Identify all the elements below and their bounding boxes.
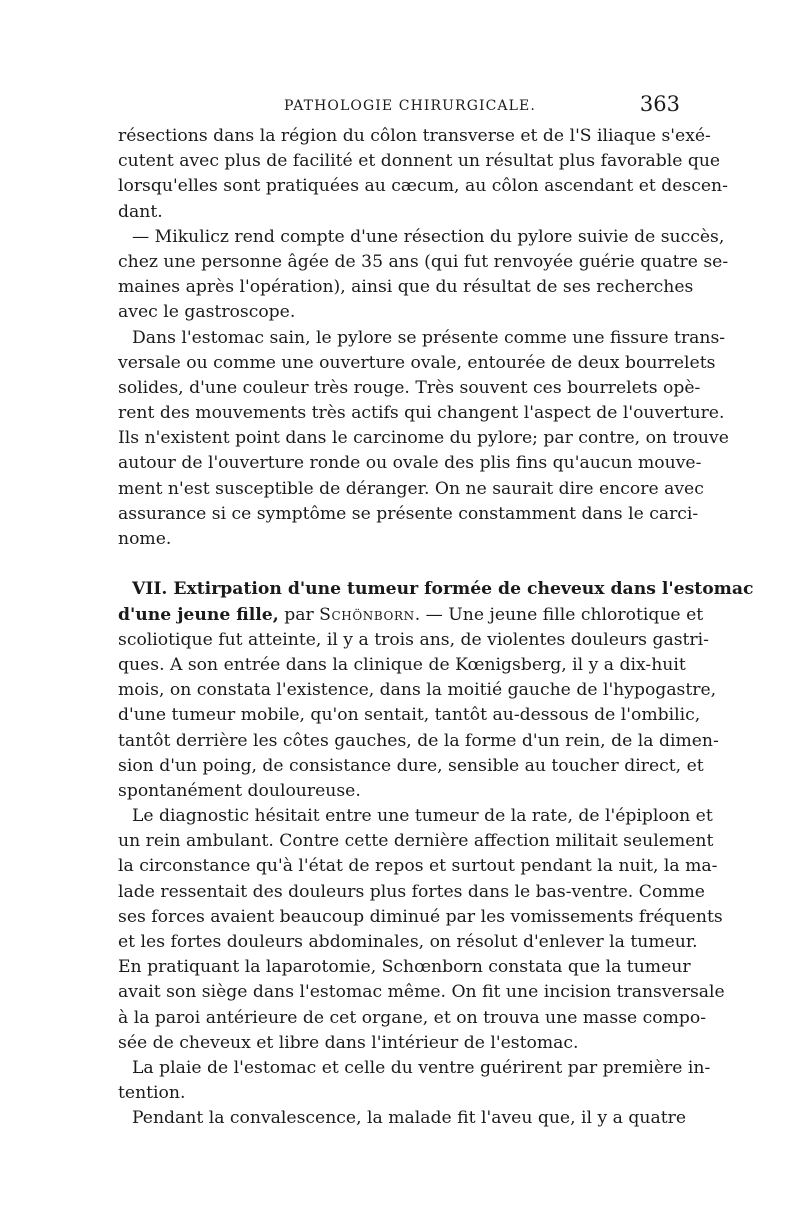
running-title: PATHOLOGIE CHIRURGICALE. (284, 98, 536, 114)
running-head (118, 92, 682, 122)
text-line: spontanément douloureuse. (118, 780, 361, 801)
text-line: sion d'un poing, de consistance dure, sensible au toucher direct, et (118, 755, 704, 776)
body-text (118, 124, 754, 1132)
author-name: Schönborn (319, 604, 415, 625)
text-line: lade ressentait des douleurs plus fortes dans le bas-ventre. Comme (118, 881, 705, 902)
text-line: scoliotique fut atteinte, il y a trois ans, de violentes douleurs gastri- (118, 629, 709, 650)
text-line: lorsqu'elles sont pratiquées au cæcum, au côlon ascendant et descen- (118, 176, 728, 197)
text-line: et les fortes douleurs abdominales, on résolut d'enlever la tumeur. (118, 932, 698, 952)
text-line: maines après l'opération), ainsi que du résultat de ses recherches (118, 277, 694, 298)
text-line: mois, on constata l'existence, dans la moitié gauche de l'hypogastre, (118, 680, 717, 701)
section-heading-par: par (278, 604, 320, 625)
text-line: dant. (118, 201, 163, 222)
text-line: avait son siège dans l'estomac même. On fit une incision transversale (118, 982, 725, 1003)
text-line: assurance si ce symptôme se présente constamment dans le carci- (118, 503, 699, 524)
text-line: rent des mouvements très actifs qui changent l'aspect de l'ouverture. (118, 403, 725, 424)
text-line: — Mikulicz rend compte d'une résection du pylore suivie de succès, (132, 226, 725, 247)
text-line: Ils n'existent point dans le carcinome du pylore; par contre, on trouve (118, 428, 729, 449)
text-line: tantôt derrière les côtes gauches, de la forme d'un rein, de la dimen- (118, 730, 719, 751)
section-heading-rest: . — Une jeune fille chlorotique et (414, 604, 704, 625)
text-line: versale ou comme une ouverture ovale, entourée de deux bourrelets (118, 352, 716, 373)
text-line: Le diagnostic hésitait entre une tumeur de la rate, de l'épiploon et (132, 806, 713, 827)
text-line: ques. A son entrée dans la clinique de Kœnigsberg, il y a dix-huit (118, 654, 686, 675)
text-line: tention. (118, 1083, 186, 1104)
text-line: chez une personne âgée de 35 ans (qui fut renvoyée guérie quatre se- (118, 251, 729, 272)
text-line: solides, d'une couleur très rouge. Très souvent ces bourrelets opè- (118, 377, 701, 398)
paragraph-gap (118, 552, 684, 577)
page-number: 363 (639, 92, 680, 116)
text-line: En pratiquant la laparotomie, Schœnborn constata que la tumeur (118, 957, 691, 978)
text-line: nome. (118, 529, 172, 549)
text-line: la circonstance qu'à l'état de repos et surtout pendant la nuit, la ma- (118, 856, 718, 877)
section-heading-continuation (118, 603, 704, 628)
text-line: sée de cheveux et libre dans l'intérieur de l'estomac. (118, 1032, 579, 1053)
text-line: Dans l'estomac sain, le pylore se présente comme une fissure trans- (132, 327, 726, 348)
text-line: avec le gastroscope. (118, 302, 296, 323)
text-line: à la paroi antérieure de cet organe, et on trouva une masse compo- (118, 1007, 707, 1028)
text-line: La plaie de l'estomac et celle du ventre guérirent par première in- (132, 1057, 711, 1078)
section-heading-bold: d'une jeune fille, (118, 604, 279, 625)
text-line: ment n'est susceptible de déranger. On ne saurait dire encore avec (118, 478, 704, 499)
text-line: d'une tumeur mobile, qu'on sentait, tantôt au-dessous de l'ombilic, (118, 705, 701, 726)
text-line: cutent avec plus de facilité et donnent un résultat plus favorable que (118, 151, 721, 172)
text-line: autour de l'ouverture ronde ou ovale des plis fins qu'aucun mouve- (118, 453, 702, 474)
section-heading: VII. Extirpation d'une tumeur formée de cheveux dans l'estomac (132, 579, 754, 600)
text-line: ses forces avaient beaucoup diminué par les vomissements fréquents (118, 906, 723, 927)
text-line: un rein ambulant. Contre cette dernière affection militait seulement (118, 831, 714, 852)
text-line: résections dans la région du côlon transverse et de l'S iliaque s'exé- (118, 126, 711, 146)
text-line: Pendant la convalescence, la malade fit l'aveu que, il y a quatre (132, 1108, 686, 1129)
